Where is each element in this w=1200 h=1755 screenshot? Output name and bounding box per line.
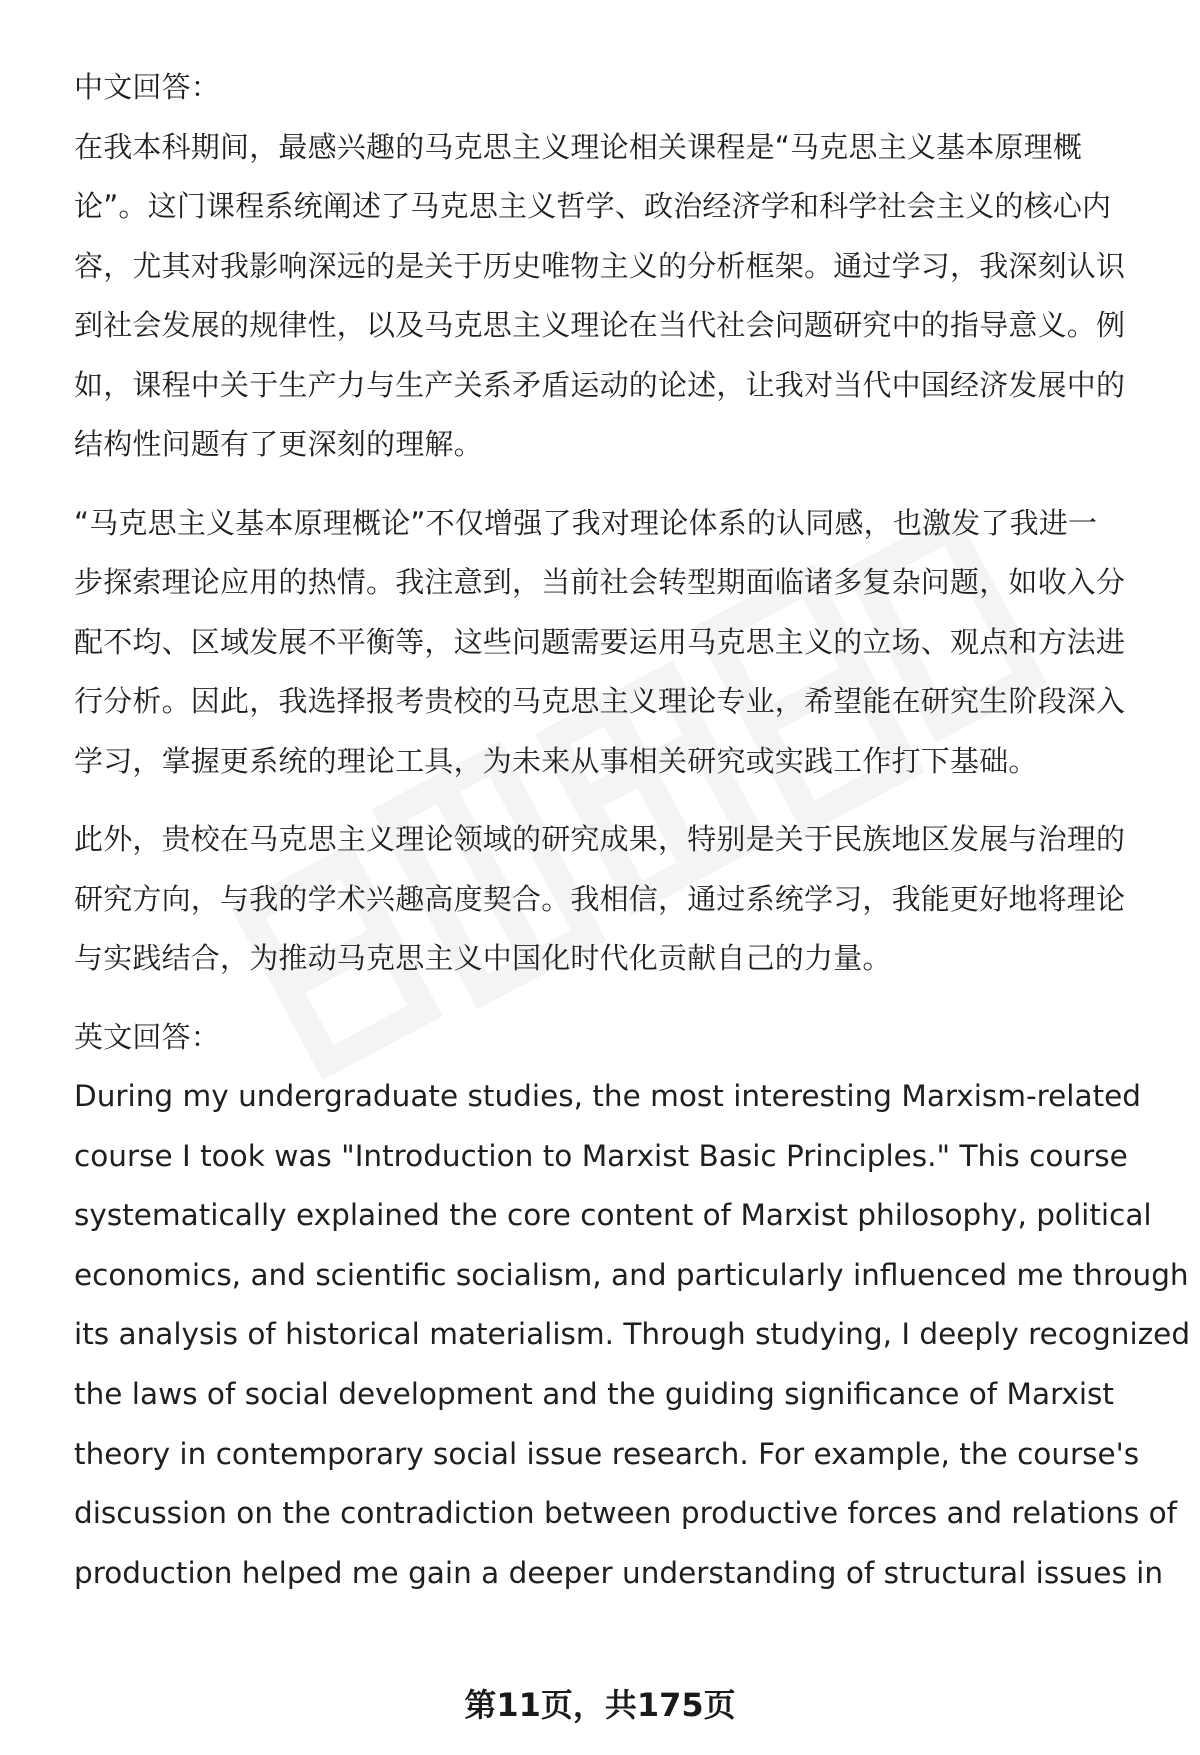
paragraph-gap bbox=[74, 791, 1154, 810]
text-line: “马克思主义基本原理概论”不仅增强了我对理论体系的认同感，也激发了我进一 bbox=[74, 505, 1098, 540]
english-heading: 英文回答： bbox=[74, 1019, 221, 1054]
text-line: 到社会发展的规律性，以及马克思主义理论在当代社会问题研究中的指导意义。例 bbox=[74, 308, 1126, 342]
text-line: the laws of social development and the guiding significance of Marxist bbox=[74, 1376, 1114, 1411]
text-line: 论”。这门课程系统阐述了马克思主义哲学、政治经济学和科学社会主义的核心内 bbox=[74, 189, 1112, 223]
text-line: 步探索理论应用的热情。我注意到，当前社会转型期面临诸多复杂问题，如收入分 bbox=[74, 565, 1126, 599]
text-line: 研究方向，与我的学术兴趣高度契合。我相信，通过系统学习，我能更好地将理论 bbox=[74, 881, 1126, 916]
paragraph-gap bbox=[74, 475, 1154, 494]
text-line: 在我本科期间，最感兴趣的马克思主义理论相关课程是“马克思主义基本原理概 bbox=[74, 129, 1083, 164]
chinese-heading: 中文回答： bbox=[74, 70, 221, 104]
text-line: economics, and scientific socialism, and particularly influenced me through bbox=[74, 1257, 1189, 1292]
text-line: 与实践结合，为推动马克思主义中国化时代化贡献自己的力量。 bbox=[74, 941, 892, 975]
text-line: 结构性问题有了更深刻的理解。 bbox=[74, 427, 483, 461]
text-line: course I took was "Introduction to Marxist Basic Principles." This course bbox=[74, 1138, 1128, 1173]
text-line: its analysis of historical materialism. Through studying, I deeply recognized bbox=[74, 1317, 1191, 1352]
text-line: 此外，贵校在马克思主义理论领域的研究成果，特别是关于民族地区发展与治理的 bbox=[74, 822, 1126, 856]
paragraph-gap bbox=[74, 989, 1154, 1008]
page-number: 第11页，共175页 bbox=[464, 1686, 736, 1724]
text-line: production helped me gain a deeper understanding of structural issues in bbox=[74, 1555, 1164, 1590]
chinese-paragraph-1 bbox=[74, 118, 1154, 475]
document-body bbox=[74, 58, 1191, 1603]
text-line: theory in contemporary social issue research. For example, the course's bbox=[74, 1436, 1140, 1471]
text-line: During my undergraduate studies, the most interesting Marxism-related bbox=[74, 1079, 1142, 1113]
text-line: 如，课程中关于生产力与生产关系矛盾运动的论述，让我对当代中国经济发展中的 bbox=[74, 367, 1126, 402]
chinese-paragraph-2 bbox=[74, 494, 1154, 792]
text-line: 配不均、区域发展不平衡等，这些问题需要运用马克思主义的立场、观点和方法进 bbox=[74, 624, 1126, 659]
text-line: discussion on the contradiction between productive forces and relations of bbox=[74, 1496, 1178, 1531]
text-line: 行分析。因此，我选择报考贵校的马克思主义理论专业，希望能在研究生阶段深入 bbox=[74, 684, 1126, 718]
english-paragraph bbox=[74, 1067, 1191, 1603]
text-line: systematically explained the core content of Marxist philosophy, political bbox=[74, 1198, 1152, 1233]
text-line: 容，尤其对我影响深远的是关于历史唯物主义的分析框架。通过学习，我深刻认识 bbox=[74, 248, 1126, 283]
text-line: 学习，掌握更系统的理论工具，为未来从事相关研究或实践工作打下基础。 bbox=[74, 743, 1038, 778]
chinese-paragraph-3 bbox=[74, 810, 1154, 989]
